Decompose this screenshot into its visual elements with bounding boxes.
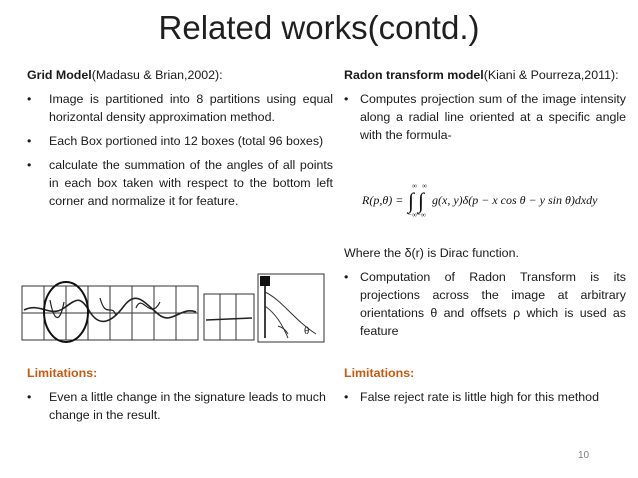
bullet-icon: • (27, 134, 32, 148)
bullet-icon: • (27, 158, 32, 172)
svg-text:∫: ∫ (418, 188, 425, 213)
signature-grid-figure (20, 272, 330, 344)
bullet-icon: • (344, 92, 349, 106)
bullet-text: Computes projection sum of the image intensity along a radial line oriented at a specific angle with the formula- (360, 92, 626, 142)
list-item (344, 388, 626, 406)
radon-title: Radon transform model (344, 68, 484, 82)
bullet-text: Each Box portioned into 12 boxes (total 96 boxes) (49, 134, 324, 148)
radon-heading (344, 66, 626, 84)
list-item (27, 388, 333, 424)
left-column (27, 66, 333, 210)
grid-model-citation: (Madasu & Brian,2002): (91, 68, 223, 82)
left-limitations (27, 364, 333, 424)
limitations-label: Limitations: (27, 366, 98, 380)
right-column (344, 66, 626, 144)
list-item (27, 156, 333, 210)
dirac-note: Where the δ(r) is Dirac function. (344, 246, 519, 260)
bullet-icon: • (344, 270, 349, 284)
grid-model-heading (27, 66, 333, 84)
radon-formula (360, 180, 600, 218)
svg-text:R(p,θ) =: R(p,θ) = (362, 193, 404, 207)
bullet-icon: • (27, 390, 32, 404)
svg-text:∞: ∞ (412, 182, 417, 190)
right-lower-text (344, 244, 626, 340)
slide-title: Related works(contd.) (158, 9, 480, 46)
list-item (27, 90, 333, 126)
bullet-text: Computation of Radon Transform is its projections across the image at arbitrary orientations θ and offsets ρ which is used as feature (360, 270, 626, 338)
svg-text:−∞−∞: −∞−∞ (408, 211, 426, 218)
svg-text:g(x, y)δ(p − x cos θ − y sin θ: g(x, y)δ(p − x cos θ − y sin θ)dxdy (432, 193, 598, 207)
bullet-text: calculate the summation of the angles of all points in each box taken with respect to the bottom left corner and normalize it for feature. (49, 158, 333, 208)
zoom-box (204, 294, 254, 340)
list-item (27, 132, 333, 150)
page-number: 10 (578, 450, 590, 461)
limitations-label: Limitations: (344, 366, 415, 380)
bullet-text: False reject rate is little high for this method (360, 390, 599, 404)
list-item (344, 90, 626, 144)
theta-label: θ (304, 325, 310, 337)
bullet-text: Even a little change in the signature leads to much change in the result. (49, 390, 326, 422)
bullet-icon: • (344, 390, 349, 404)
grid-model-title: Grid Model (27, 68, 92, 82)
bullet-icon: • (27, 92, 32, 106)
list-item (344, 268, 626, 340)
right-limitations (344, 364, 626, 406)
bullet-text: Image is partitioned into 8 partitions using equal horizontal density approximation method. (49, 92, 333, 124)
svg-text:∞: ∞ (422, 182, 427, 190)
svg-text:∫: ∫ (408, 188, 415, 213)
radon-citation: (Kiani & Pourreza,2011): (483, 68, 619, 82)
